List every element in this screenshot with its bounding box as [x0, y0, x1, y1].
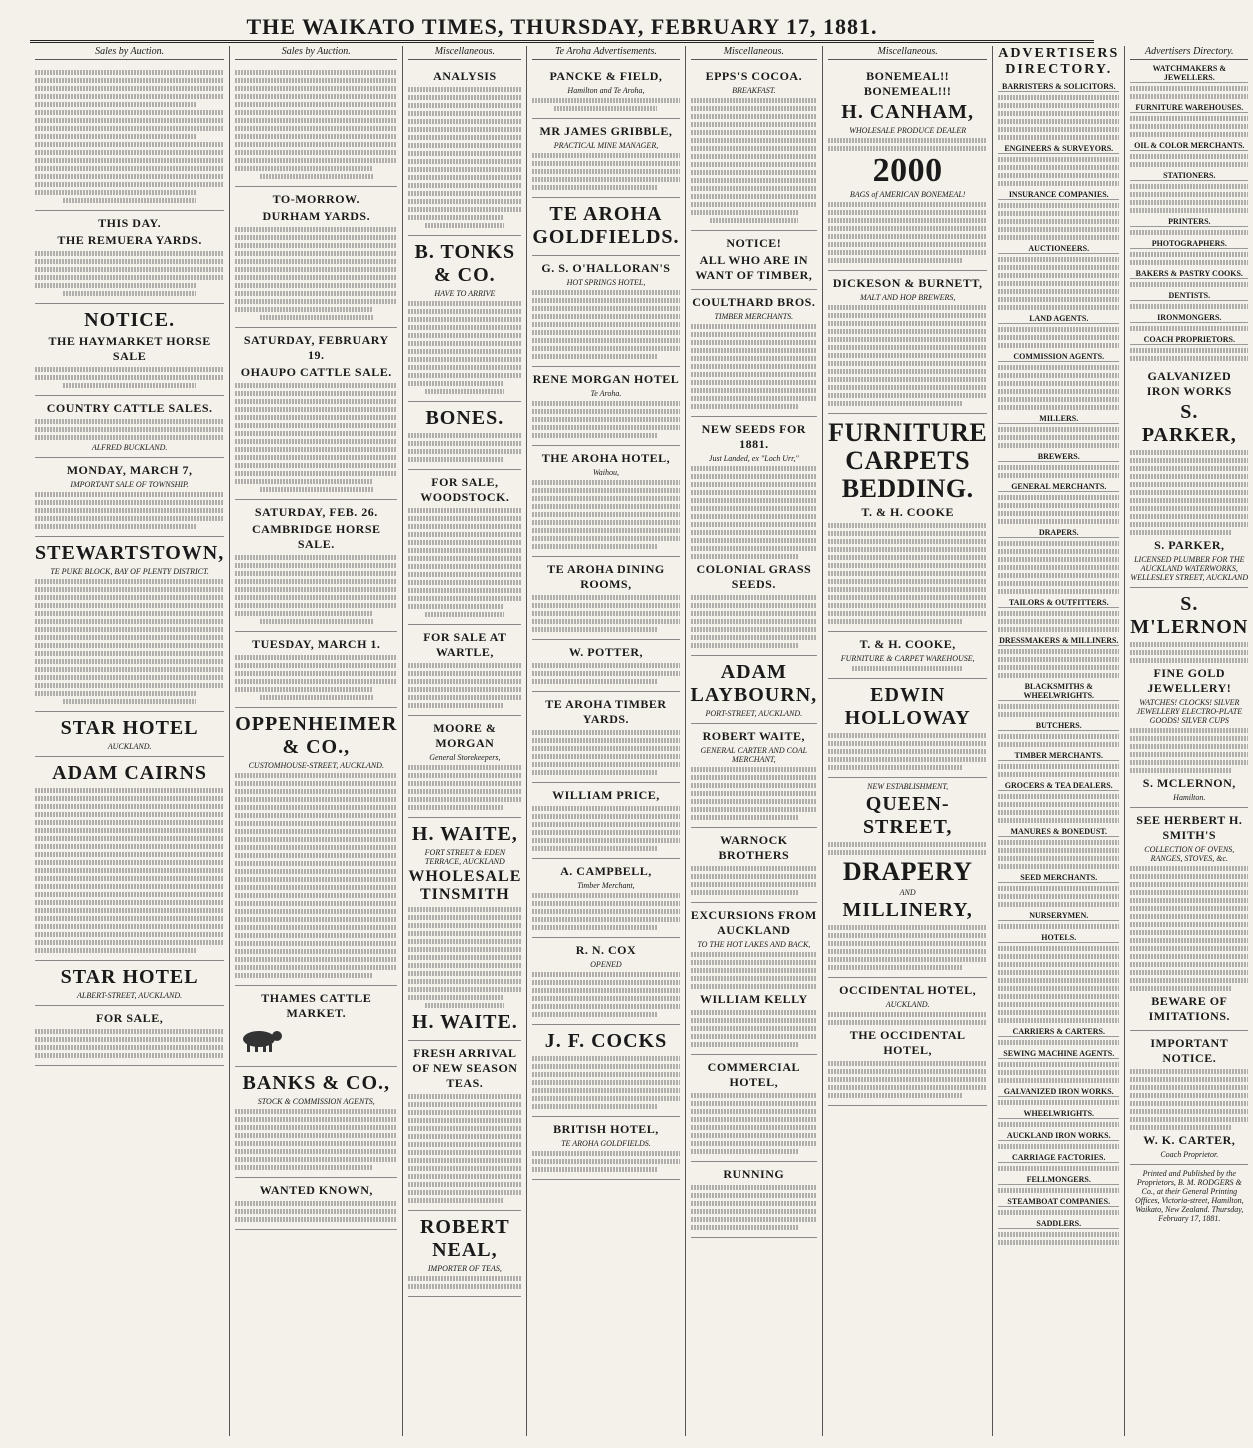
- ad-woodstock: [408, 470, 521, 625]
- column-header: Miscellaneous.: [408, 46, 521, 60]
- ad-robert-waite: [691, 724, 818, 828]
- ad-jewellery: FINE GOLD JEWELLERY!: [1147, 666, 1232, 695]
- ad-subtitle: T. & H. COOKE: [861, 505, 954, 519]
- column-8: [1125, 46, 1253, 1436]
- ad-2000-bags: 2000: [872, 152, 943, 189]
- ad-subtitle: TIMBER MERCHANTS.: [714, 312, 794, 321]
- ad-new-seeds: [691, 417, 818, 656]
- ad-star-hotel: [35, 712, 224, 757]
- ad-subtitle: BREAKFAST.: [732, 86, 776, 95]
- ad-title: BONES.: [425, 407, 505, 429]
- ad-title: BANKS & CO.,: [242, 1072, 391, 1094]
- ad-title: SEE HERBERT H. SMITH'S: [1136, 813, 1243, 842]
- ad-subtitle: Te Aroha.: [590, 389, 622, 398]
- ad-regular-sales-2: [235, 64, 397, 187]
- ad-title: T. & H. COOKE,: [859, 637, 956, 651]
- ad-title: STEWARTSTOWN,: [35, 542, 225, 564]
- ad-title: THE AROHA HOTEL,: [541, 451, 671, 465]
- column-header: Sales by Auction.: [35, 46, 224, 60]
- column-5: [686, 46, 824, 1436]
- column-6: [823, 46, 993, 1436]
- ad-title: FRESH ARRIVAL OF NEW SEASON TEAS.: [412, 1046, 518, 1090]
- column-4: [527, 46, 685, 1436]
- ad-wanted-known: [235, 1178, 397, 1230]
- ad-subtitle: STOCK & COMMISSION AGENTS,: [257, 1097, 375, 1106]
- ad-title: STAR HOTEL: [60, 717, 199, 739]
- ad-subtitle: Hamilton.: [1173, 793, 1206, 802]
- ad-title: SATURDAY, FEB. 26.: [254, 505, 378, 519]
- directory-section: CARRIAGE FACTORIES.: [998, 1153, 1119, 1163]
- column-3: [403, 46, 527, 1436]
- ad-w-potter: [532, 640, 679, 692]
- directory-section: AUCTIONEERS.: [998, 244, 1119, 254]
- directory-section: SEED MERCHANTS.: [998, 873, 1119, 883]
- ad-for-sale: [35, 1006, 224, 1066]
- ad-title: IMPORTANT NOTICE.: [1150, 1036, 1229, 1065]
- ad-title: OCCIDENTAL HOTEL,: [839, 983, 977, 997]
- ad-parker-2: S. PARKER,: [1154, 538, 1225, 552]
- ad-title: MR JAMES GRIBBLE,: [539, 124, 673, 138]
- ad-stewartstown: [35, 537, 224, 712]
- ad-subtitle: GENERAL CARTER AND COAL MERCHANT,: [700, 746, 808, 764]
- ad-th-cooke: [828, 632, 987, 679]
- ad-title: BRITISH HOTEL,: [553, 1122, 659, 1136]
- directory-section: BREWERS.: [998, 452, 1119, 462]
- ad-title: ADAM CAIRNS: [52, 762, 208, 784]
- directory-section: DENTISTS.: [1130, 291, 1248, 301]
- ad-subtitle: Hamilton and Te Aroha,: [567, 86, 645, 95]
- ad-title: ANALYSIS: [433, 69, 497, 83]
- directory-section: COMMISSION AGENTS.: [998, 352, 1119, 362]
- directory-section: PHOTOGRAPHERS.: [1130, 239, 1248, 249]
- ad-regular-sales: [35, 64, 224, 211]
- ad-title: COUNTRY CATTLE SALES.: [46, 401, 213, 415]
- ad-subtitle: HAVE TO ARRIVE: [434, 289, 496, 298]
- ad-haymarket-notice: [35, 304, 224, 396]
- masthead-title: THE WAIKATO TIMES, THURSDAY, FEBRUARY 17, 1881.: [246, 14, 878, 39]
- ad-title: SATURDAY, FEBRUARY 19.: [243, 333, 389, 362]
- ad-ohallorans: [532, 256, 679, 367]
- ad-subtitle: TE PUKE BLOCK, BAY OF PLENTY DISTRICT.: [50, 567, 209, 576]
- ad-james-gribble: [532, 119, 679, 198]
- ad-title: DICKESON & BURNETT,: [832, 276, 983, 290]
- ad-title: FOR SALE, WOODSTOCK.: [420, 475, 510, 504]
- ad-subtitle: FORT STREET & EDEN TERRACE, AUCKLAND: [424, 848, 506, 866]
- ad-william-kelly: WILLIAM KELLY: [699, 992, 808, 1006]
- ad-subtitle: HOT SPRINGS HOTEL,: [566, 278, 646, 287]
- ad-oppenheimer: [235, 708, 397, 986]
- directory-section: TIMBER MERCHANTS.: [998, 751, 1119, 761]
- ad-title: QUEEN-STREET,: [862, 793, 953, 838]
- ad-ohaupo-cattle: [235, 328, 397, 500]
- ad-h-waite: [408, 818, 521, 1041]
- directory-section: STEAMBOAT COMPANIES.: [998, 1197, 1119, 1207]
- directory-section: PRINTERS.: [1130, 217, 1248, 227]
- directory-section: TAILORS & OUTFITTERS.: [998, 598, 1119, 608]
- directory-section: AUCKLAND IRON WORKS.: [998, 1131, 1119, 1141]
- ad-beware: BEWARE OF IMITATIONS.: [1148, 994, 1230, 1023]
- directory-section: BARRISTERS & SOLICITORS.: [998, 82, 1119, 92]
- ad-title: ROBERT WAITE,: [702, 729, 805, 743]
- directory-section: BLACKSMITHS & WHEELWRIGHTS.: [998, 682, 1119, 701]
- ad-subtitle: AUCKLAND.: [107, 742, 152, 751]
- ad-title: EPPS'S COCOA.: [705, 69, 803, 83]
- ad-subtitle: NEW ESTABLISHMENT,: [867, 782, 949, 791]
- directory-list: [998, 82, 1119, 1245]
- ad-march-1: [235, 632, 397, 708]
- directory-section: BUTCHERS.: [998, 721, 1119, 731]
- ad-dickeson-burnett: [828, 271, 987, 414]
- ad-title: TUESDAY, MARCH 1.: [252, 637, 381, 651]
- ad-queen-street: [828, 778, 987, 978]
- imprint-footer: Printed and Published by the Proprietors, B. M. RODGERS & Co., at their General Printing Offices, Victoria-street, Hamilton, Waikato, New Zealand. Thursday, February 17, 1881.: [1134, 1169, 1244, 1223]
- column-header: Miscellaneous.: [691, 46, 818, 60]
- ad-title: EXCURSIONS FROM AUCKLAND: [690, 908, 817, 937]
- column-header: Sales by Auction.: [235, 46, 397, 60]
- ad-mclernon-sign: S. MCLERNON,: [1142, 776, 1236, 790]
- ad-title: TE AROHA DINING ROOMS,: [547, 562, 665, 591]
- ad-title: GALVANIZED IRON WORKS: [1146, 369, 1232, 398]
- ad-title: FOR SALE,: [96, 1011, 164, 1025]
- ad-mclernon: [1130, 588, 1248, 808]
- ad-title: S. M'LERNON: [1130, 593, 1249, 638]
- ad-a-campbell: [532, 859, 679, 938]
- ad-title: R. N. COX: [575, 943, 637, 957]
- ad-title: RUNNING: [723, 1167, 785, 1181]
- ad-aroha-hotel: [532, 446, 679, 557]
- directory-section: NURSERYMEN.: [998, 911, 1119, 921]
- ad-subtitle: LICENSED PLUMBER FOR THE AUCKLAND WATERWORKS, WELLESLEY STREET, AUCKLAND: [1130, 555, 1249, 582]
- ad-title: STAR HOTEL: [60, 966, 199, 988]
- ad-durham-yards: [235, 187, 397, 328]
- ad-title: RENE MORGAN HOTEL: [532, 372, 680, 386]
- directory-section: GENERAL MERCHANTS.: [998, 482, 1119, 492]
- ad-pancke-field: [532, 64, 679, 119]
- ad-cambridge-horse: [235, 500, 397, 632]
- ad-title: EDWIN HOLLOWAY: [844, 684, 971, 729]
- ad-notice-timber: [691, 231, 818, 290]
- directory-section: WHEELWRIGHTS.: [998, 1109, 1119, 1119]
- ad-b-tonks: [408, 236, 521, 402]
- ad-subtitle: OPENED: [590, 960, 622, 969]
- ad-h-waite-sign: H. WAITE.: [411, 1011, 518, 1033]
- ad-subtitle: TO THE HOT LAKES AND BACK,: [697, 940, 811, 949]
- newspaper-columns: [30, 46, 1249, 1436]
- ad-title: WARNOCK BROTHERS: [718, 833, 790, 862]
- ad-robert-neal: [408, 1211, 521, 1297]
- ad-subtitle: CUSTOMHOUSE-STREET, AUCKLAND.: [248, 761, 384, 770]
- masthead: [30, 6, 1094, 43]
- ad-subtitle: Just Landed, ex "Loch Urr,": [708, 454, 799, 463]
- ad-canham: H. CANHAM,: [841, 101, 975, 123]
- ad-adam-laybourn: [691, 656, 818, 724]
- ad-season-teas: [408, 1041, 521, 1211]
- column-header: Miscellaneous.: [828, 46, 987, 60]
- ad-subtitle: TE AROHA GOLDFIELDS.: [561, 1139, 651, 1148]
- directory-title: ADVERTISERS DIRECTORY.: [998, 46, 1120, 77]
- ad-furniture: [828, 414, 987, 632]
- ad-subtitle: DURHAM YARDS.: [262, 209, 371, 223]
- ad-title: NEW SEEDS FOR 1881.: [701, 422, 806, 451]
- ad-title: OPPENHEIMER & CO.,: [235, 713, 398, 758]
- ad-wk-carter: W. K. CARTER,: [1143, 1133, 1236, 1147]
- ad-wartle: [408, 625, 521, 716]
- ad-william-price: [532, 783, 679, 859]
- ad-galvanized: [1130, 364, 1248, 588]
- ad-bags-label: BAGS of AMERICAN BONEMEAL!: [849, 190, 966, 199]
- ad-title: J. F. COCKS: [544, 1030, 668, 1052]
- directory-section: FELLMONGERS.: [998, 1175, 1119, 1185]
- directory-section: MILLERS.: [998, 414, 1119, 424]
- column-header: Te Aroha Advertisements.: [532, 46, 679, 60]
- ad-title: COULTHARD BROS.: [692, 295, 816, 309]
- directory-section: LAND AGENTS.: [998, 314, 1119, 324]
- ad-dining-rooms: [532, 557, 679, 640]
- ad-herbert-smith: [1130, 808, 1248, 1031]
- ad-title: COMMERCIAL HOTEL,: [707, 1060, 800, 1089]
- ad-thames-cattle: [235, 986, 397, 1067]
- column-header: Advertisers Directory.: [1130, 46, 1248, 60]
- ad-title: H. WAITE,: [411, 823, 518, 845]
- ad-te-aroha-goldfields: [532, 198, 679, 256]
- directory-section: MANURES & BONEDUST.: [998, 827, 1119, 837]
- ad-country-cattle: [35, 396, 224, 458]
- ad-subtitle: IMPORTANT SALE OF TOWNSHIP.: [70, 480, 189, 489]
- ad-subtitle: WHOLESALE PRODUCE DEALER: [849, 126, 967, 135]
- ad-jewellery-items: WATCHES! CLOCKS! SILVER JEWELLERY ELECTRO-PLATE GOODS! SILVER CUPS: [1136, 698, 1243, 725]
- ad-subtitle: General Storekeepers,: [429, 753, 501, 762]
- directory-section: INSURANCE COMPANIES.: [998, 190, 1119, 200]
- ad-warnock: [691, 828, 818, 903]
- ad-title: FOR SALE AT WARTLE,: [423, 630, 507, 659]
- ad-subtitle: AUCKLAND.: [885, 1000, 930, 1009]
- ad-subtitle: PRACTICAL MINE MANAGER,: [553, 141, 659, 150]
- ad-occidental: [828, 978, 987, 1106]
- ad-title: G. S. O'HALLORAN'S: [541, 261, 671, 275]
- ad-edwin-holloway: [828, 679, 987, 778]
- ad-epps-cocoa: [691, 64, 818, 231]
- ad-subtitle: THE HAYMARKET HORSE SALE: [48, 334, 211, 363]
- ad-parker: S. PARKER,: [1141, 401, 1237, 446]
- ad-title: NOTICE!: [726, 236, 782, 250]
- ad-subtitle: OHAUPO CATTLE SALE.: [240, 365, 392, 379]
- ad-important-notice: [1130, 1031, 1248, 1165]
- ad-analysis: [408, 64, 521, 236]
- ad-title: WILLIAM PRICE,: [552, 788, 660, 802]
- ad-title: B. TONKS & CO.: [414, 241, 516, 286]
- directory-section: BAKERS & PASTRY COOKS.: [1130, 269, 1248, 279]
- ad-banks-co: [235, 1067, 397, 1178]
- ad-bones: [408, 402, 521, 470]
- ad-bonemeal: [828, 64, 987, 271]
- directory-section: STATIONERS.: [1130, 171, 1248, 181]
- ad-grass-seeds: COLONIAL GRASS SEEDS.: [696, 562, 812, 591]
- ad-title: W. POTTER,: [568, 645, 644, 659]
- directory-section: GROCERS & TEA DEALERS.: [998, 781, 1119, 791]
- ad-subtitle: MALT AND HOP BREWERS,: [859, 293, 956, 302]
- ad-title: THIS DAY.: [98, 216, 162, 230]
- directory-section: COACH PROPRIETORS.: [1130, 335, 1248, 345]
- cow-illustration: [235, 1027, 285, 1053]
- ad-subtitle: ALBERT-STREET, AUCKLAND.: [77, 991, 183, 1000]
- ad-title: MOORE & MORGAN: [433, 721, 497, 750]
- ad-title: ROBERT NEAL,: [419, 1216, 510, 1261]
- ad-subtitle: ALL WHO ARE IN WANT OF TIMBER,: [695, 253, 813, 282]
- ad-title: TE AROHA GOLDFIELDS.: [532, 203, 680, 248]
- directory-section: DRAPERS.: [998, 528, 1119, 538]
- ad-subtitle: PORT-STREET, AUCKLAND.: [705, 709, 803, 718]
- ad-subtitle: Coach Proprietor.: [1160, 1150, 1219, 1159]
- ad-drapery: DRAPERY: [842, 857, 973, 886]
- directory-section: WATCHMAKERS & JEWELLERS.: [1130, 64, 1248, 83]
- ad-title: TO-MORROW.: [272, 192, 360, 206]
- ad-subtitle: CAMBRIDGE HORSE SALE.: [252, 522, 381, 551]
- ad-subtitle: COLLECTION OF OVENS, RANGES, STOVES, &c.: [1144, 845, 1235, 863]
- ad-title: NOTICE.: [84, 309, 176, 331]
- ad-timber-yards: [532, 692, 679, 783]
- directory-section: SEWING MACHINE AGENTS.: [998, 1049, 1119, 1059]
- ad-title: THAMES CATTLE MARKET.: [261, 991, 372, 1020]
- ad-star-hotel-albert: [35, 961, 224, 1006]
- directory-section: CARRIERS & CARTERS.: [998, 1027, 1119, 1037]
- ad-millinery: MILLINERY,: [842, 899, 973, 921]
- ad-subtitle: Waihou,: [592, 468, 620, 477]
- ad-subtitle: ALFRED BUCKLAND.: [91, 443, 168, 452]
- ad-occidental-hotel: THE OCCIDENTAL HOTEL,: [849, 1028, 966, 1057]
- ad-rene-morgan: [532, 367, 679, 446]
- ad-title: TE AROHA TIMBER YARDS.: [545, 697, 667, 726]
- ad-title: FURNITURE CARPETS BEDDING.: [828, 418, 988, 503]
- directory-section: GALVANIZED IRON WORKS.: [998, 1087, 1119, 1097]
- directory-section: SADDLERS.: [998, 1219, 1119, 1229]
- ad-title: A. CAMPBELL,: [560, 864, 652, 878]
- ad-subtitle: THE REMUERA YARDS.: [57, 233, 202, 247]
- directory-section: DRESSMAKERS & MILLINERS.: [999, 636, 1119, 645]
- ad-subtitle: IMPORTER OF TEAS,: [427, 1264, 502, 1273]
- ad-coulthard: [691, 290, 818, 417]
- ad-title: MONDAY, MARCH 7,: [66, 463, 193, 477]
- ad-running: [691, 1162, 818, 1238]
- column-2: [230, 46, 403, 1436]
- ad-j-f-cocks: [532, 1025, 679, 1117]
- ad-title: ADAM LAYBOURN,: [690, 661, 818, 706]
- ad-and: AND: [899, 888, 916, 897]
- directory-section: ENGINEERS & SURVEYORS.: [998, 144, 1119, 154]
- ad-excursions: [691, 903, 818, 1055]
- ad-wholesale-tinsmith: WHOLESALE TINSMITH: [408, 868, 522, 903]
- directory-section: OIL & COLOR MERCHANTS.: [1130, 141, 1248, 151]
- column-1: [30, 46, 230, 1436]
- ad-subtitle: Timber Merchant,: [577, 881, 635, 890]
- ad-township-sale: [35, 458, 224, 537]
- ad-title: PANCKE & FIELD,: [549, 69, 663, 83]
- directory-section: HOTELS.: [998, 933, 1119, 943]
- column-7: [993, 46, 1125, 1436]
- ad-british-hotel: [532, 1117, 679, 1180]
- directory-section: FURNITURE WAREHOUSES.: [1130, 103, 1248, 113]
- directory-section: IRONMONGERS.: [1130, 313, 1248, 323]
- ad-title: WANTED KNOWN,: [259, 1183, 373, 1197]
- ad-title: BONEMEAL!! BONEMEAL!!!: [863, 69, 952, 98]
- ad-adam-cairns: [35, 757, 224, 961]
- ad-subtitle: FURNITURE & CARPET WAREHOUSE,: [840, 654, 975, 663]
- ad-commercial-hotel: [691, 1055, 818, 1162]
- ad-r-n-cox: [532, 938, 679, 1025]
- ad-moore-morgan: [408, 716, 521, 818]
- ad-remuera-yards: [35, 211, 224, 304]
